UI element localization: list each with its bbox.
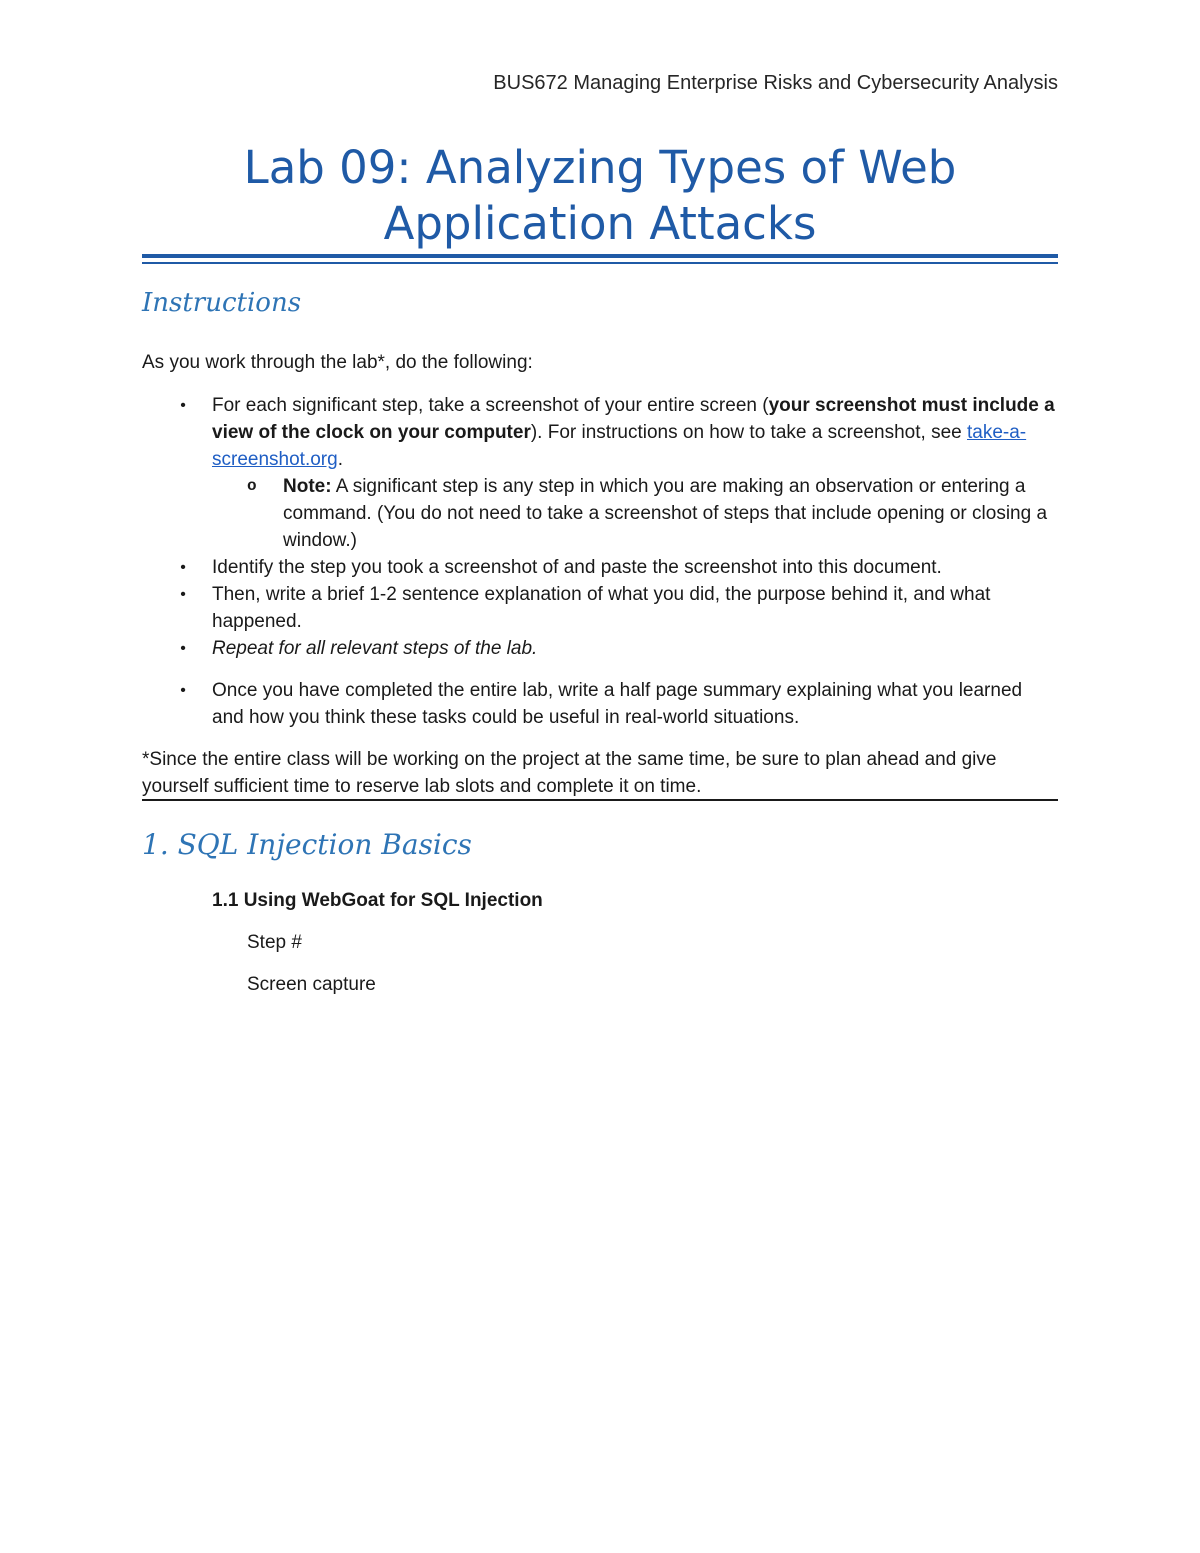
title-rule-thick <box>142 254 1058 258</box>
bullet-text: Repeat for all relevant steps of the lab. <box>212 638 538 659</box>
bullet-text: Identify the step you took a screenshot of and paste the screenshot into this document. <box>212 557 942 578</box>
instructions-heading: Instructions <box>142 288 302 318</box>
list-item-explain <box>142 581 1058 635</box>
screen-capture-label: Screen capture <box>247 974 376 995</box>
instructions-list <box>142 392 1058 731</box>
subsection-heading: 1.1 Using WebGoat for SQL Injection <box>212 890 543 911</box>
title-rule-thin <box>142 262 1058 264</box>
footnote: *Since the entire class will be working on the project at the same time, be sure to plan ahead and give yourself sufficient time to reserve lab slots and complete it on time. <box>142 749 997 797</box>
title-line-2: Application Attacks <box>383 197 817 250</box>
list-item-identify <box>142 554 1058 581</box>
bullet-icon: • <box>180 397 186 414</box>
bullet-text: Then, write a brief 1-2 sentence explanation of what you did, the purpose behind it, and what happened. <box>212 584 991 632</box>
list-item-summary <box>142 677 1058 731</box>
bullet-icon: • <box>180 586 186 603</box>
list-item-repeat <box>142 635 1058 662</box>
bullet-text-c: . <box>337 449 343 470</box>
bullet-icon: • <box>180 559 186 576</box>
sub-bullet-icon: o <box>247 477 257 495</box>
footnote-rule <box>142 799 1058 801</box>
list-item-screenshot <box>142 392 1058 473</box>
page-title <box>142 140 1058 252</box>
instructions-intro: As you work through the lab*, do the following: <box>142 352 533 373</box>
bullet-text: Once you have completed the entire lab, write a half page summary explaining what you learned and how you think these tasks could be useful in real-world situations. <box>212 680 1023 728</box>
screenshot-link[interactable]: take-a-screenshot.org <box>212 422 1027 470</box>
note-text: A significant step is any step in which you are making an observation or entering a command. (You do not need to take a screenshot of steps that include opening or closing a window.) <box>283 476 1048 551</box>
bullet-text-a: For each significant step, take a screenshot of your entire screen ( <box>212 395 769 416</box>
bullet-bold-text: your screenshot must include a view of the clock on your computer <box>212 395 1055 443</box>
section-heading-sql: 1. SQL Injection Basics <box>142 828 472 861</box>
note-label: Note: <box>283 476 332 497</box>
title-line-1: Lab 09: Analyzing Types of Web <box>243 141 957 194</box>
bullet-icon: • <box>180 682 186 699</box>
bullet-text-b: ). For instructions on how to take a screenshot, see <box>530 422 967 443</box>
bullet-icon: • <box>180 640 186 657</box>
document-header: BUS672 Managing Enterprise Risks and Cybersecurity Analysis <box>493 72 1058 94</box>
step-label: Step # <box>247 932 302 953</box>
list-item-note <box>142 473 1058 554</box>
